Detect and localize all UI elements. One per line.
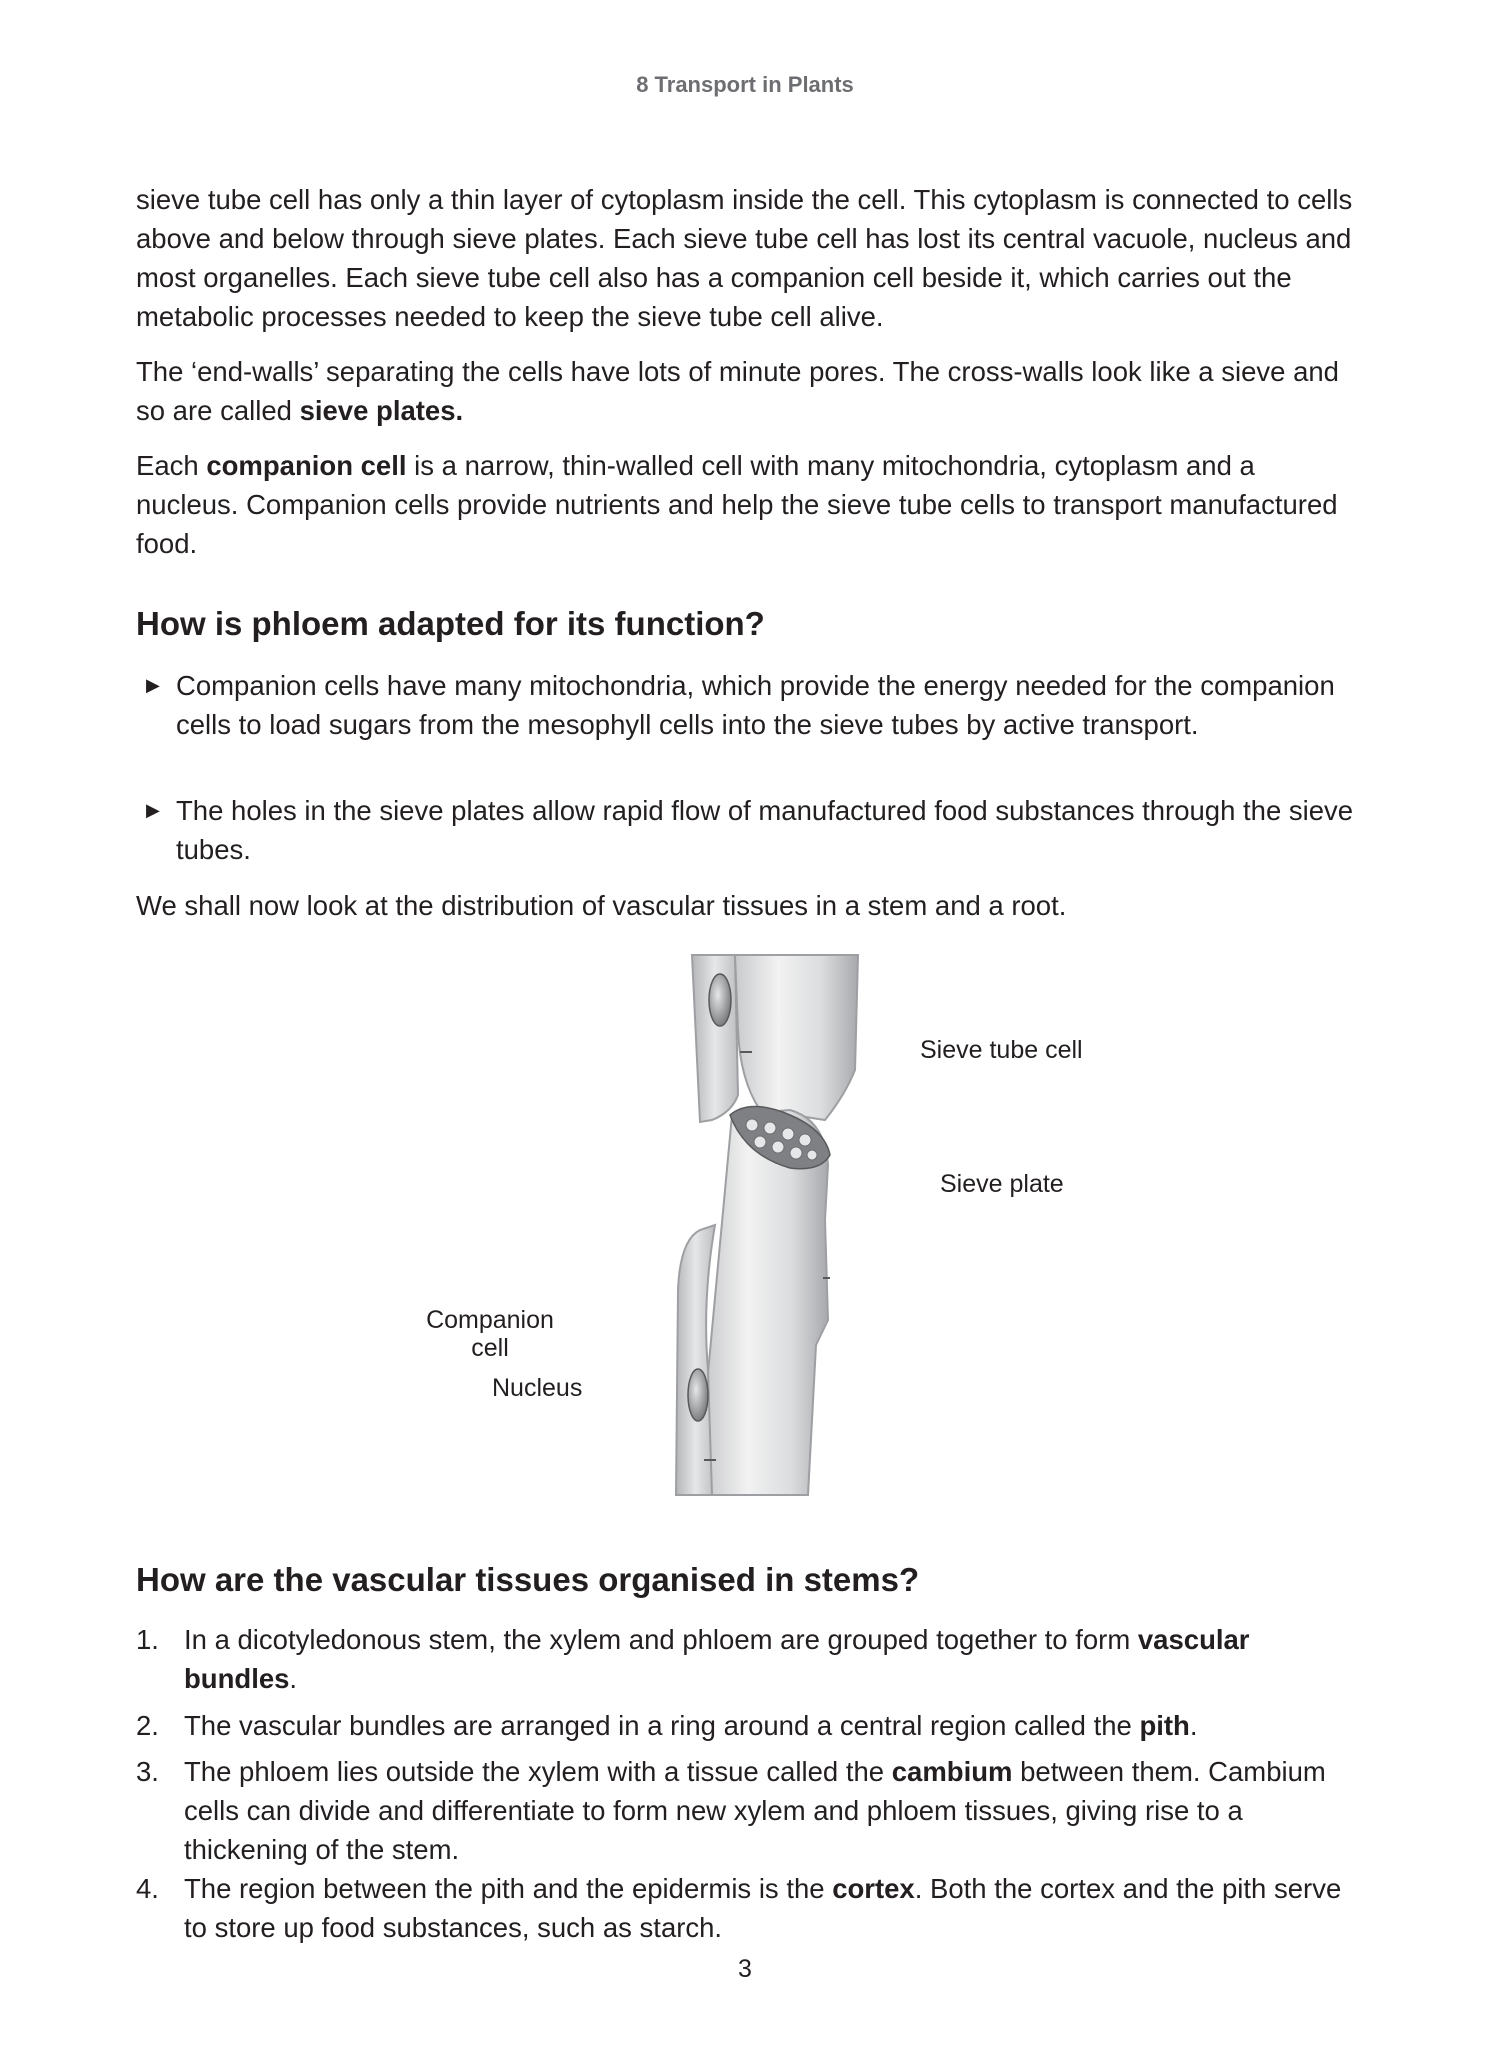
- bullet-arrow-icon: ▶: [146, 675, 160, 695]
- label-companion-cell: [420, 1306, 560, 1362]
- item-text: The phloem lies outside the xylem with a tissue called the cambium between them. Cambium cells can divide and differentiate to form new xylem and phloem tissues, giving rise to a thickening of the stem.: [184, 1756, 1326, 1865]
- bullet-item: [136, 791, 1356, 869]
- item-text: The region between the pith and the epidermis is the cortex. Both the cortex and the pith serve to store up food substances, such as starch.: [184, 1873, 1342, 1943]
- item-number: 2.: [136, 1710, 159, 1741]
- section1-outro: We shall now look at the distribution of vascular tissues in a stem and a root.: [136, 890, 1067, 921]
- term-cambium: cambium: [891, 1756, 1013, 1787]
- p3-text-after: is a narrow, thin-walled cell with many mitochondria, cytoplasm and a nucleus. Companion cells provide nutrients and help the sieve tube cells to transport manufactured food.: [136, 450, 1338, 559]
- intro-paragraph-2: [136, 352, 1356, 430]
- term-cortex: cortex: [832, 1873, 915, 1904]
- bullet-text: Companion cells have many mitochondria, which provide the energy needed for the companion cells to load sugars from the mesophyll cells into the sieve tubes by active transport.: [176, 670, 1335, 740]
- phloem-diagram: [640, 950, 900, 1500]
- numbered-item: [136, 1752, 1356, 1869]
- term-pith: pith: [1139, 1710, 1190, 1741]
- term-companion-cell: companion cell: [206, 450, 407, 481]
- label-companion-cell-line1: Companion: [426, 1306, 554, 1334]
- intro-paragraph-1: sieve tube cell has only a thin layer of cytoplasm inside the cell. This cytoplasm is connected to cells above and below through sieve plates. Each sieve tube cell has lost its central vacuole, nucleus and most organelles. Each sieve tube cell also has a companion cell beside it, which carries out the metabolic processes needed to keep the sieve tube cell alive.: [136, 184, 1353, 332]
- bullet-arrow-icon: ▶: [146, 800, 160, 820]
- term-sieve-plates: sieve plates.: [299, 395, 464, 426]
- heading-vascular-stems: How are the vascular tissues organised in stems?: [136, 1561, 920, 1598]
- p2-text: The ‘end-walls’ separating the cells have lots of minute pores. The cross-walls look like a sieve and so are called: [136, 356, 1339, 426]
- label-sieve-tube-cell: Sieve tube cell: [920, 1036, 1083, 1064]
- item-text: In a dicotyledonous stem, the xylem and phloem are grouped together to form vascular bundles.: [184, 1624, 1250, 1694]
- numbered-item: [136, 1620, 1356, 1698]
- upper-nucleus: [709, 974, 731, 1026]
- page-number: 3: [738, 1955, 752, 1983]
- term-vascular-bundles: vascular bundles: [184, 1624, 1250, 1694]
- item-text: The vascular bundles are arranged in a ring around a central region called the pith.: [184, 1710, 1198, 1741]
- running-head: 8 Transport in Plants: [636, 72, 854, 97]
- heading-phloem-adaptation: How is phloem adapted for its function?: [136, 605, 765, 642]
- item-number: 1.: [136, 1624, 159, 1655]
- lower-nucleus: [688, 1369, 708, 1421]
- numbered-item: [136, 1706, 1356, 1745]
- label-companion-cell-line2: cell: [471, 1334, 509, 1362]
- item-number: 4.: [136, 1873, 159, 1904]
- upper-sieve-tube-cell: [735, 955, 858, 1120]
- intro-paragraph-3: [136, 446, 1356, 563]
- numbered-item: [136, 1869, 1356, 1947]
- bullet-item: [136, 666, 1356, 744]
- item-number: 3.: [136, 1756, 159, 1787]
- p3-text-before: Each: [136, 450, 207, 481]
- label-sieve-plate: Sieve plate: [940, 1170, 1064, 1198]
- bullet-text: The holes in the sieve plates allow rapid flow of manufactured food substances through the sieve tubes.: [176, 795, 1354, 865]
- label-nucleus: Nucleus: [492, 1374, 583, 1402]
